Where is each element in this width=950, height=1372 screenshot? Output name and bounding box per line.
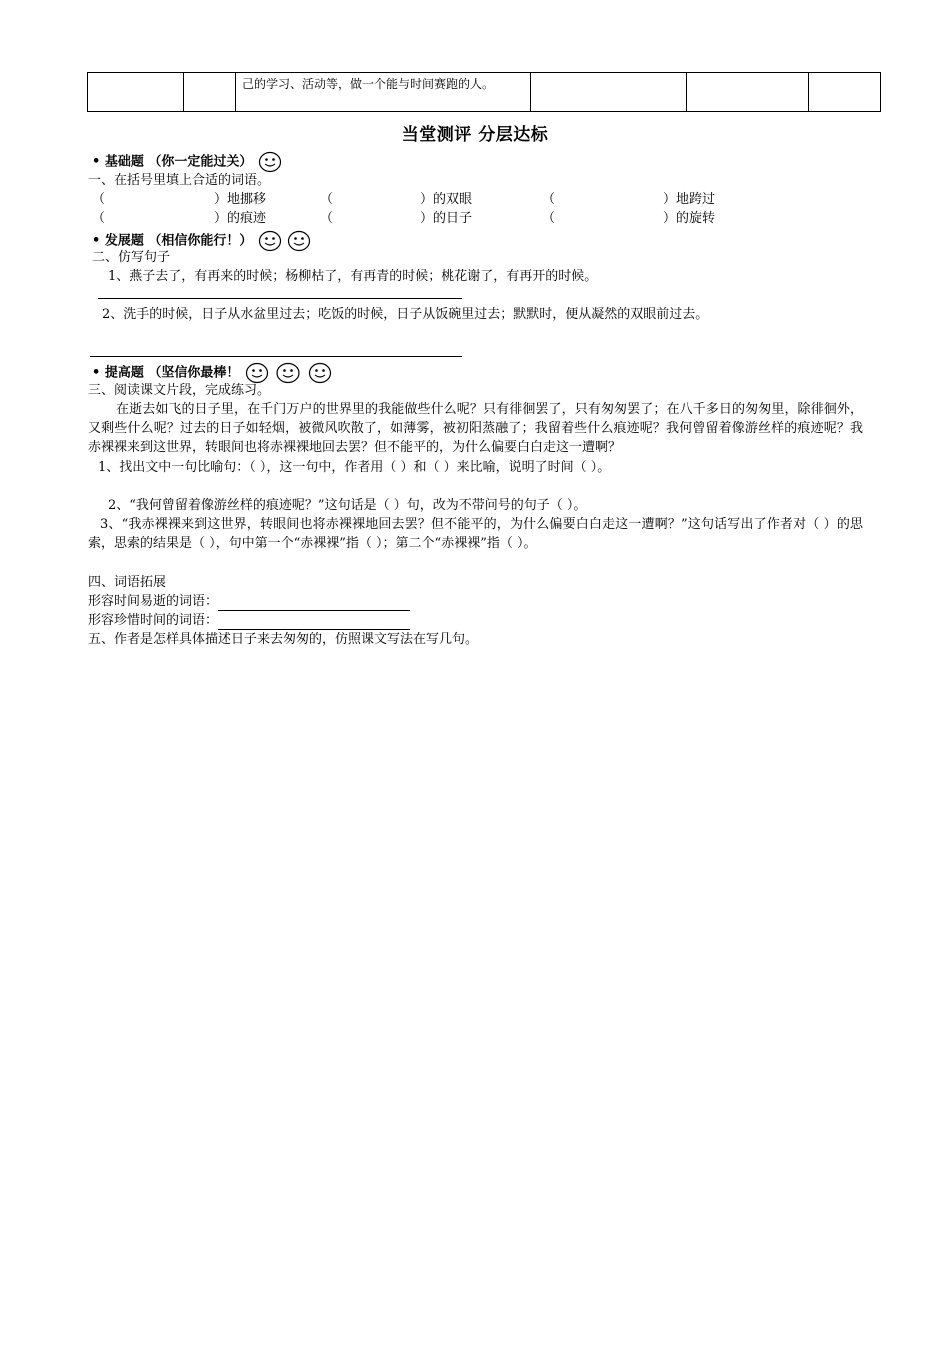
lesson-plan-table bbox=[87, 72, 881, 112]
answer-blank[interactable] bbox=[218, 596, 410, 611]
reading-passage: 在逝去如飞的日子里，在千门万户的世界里的我能做些什么呢？只有徘徊罢了，只有匆匆罢了；在八千多日的匆匆里，除徘徊外，又剩些什么呢？过去的日子如轻烟，被微风吹散了，如薄雾，被初阳蒸融了；我留着些什么痕迹呢？我何曾留着像游丝样的痕迹呢？我赤裸裸来到这世界，转眼间也将赤裸裸地回去罢？但不能平的，为什么偏要白白走这一遭啊？ bbox=[88, 402, 863, 455]
smiley-icon bbox=[287, 230, 311, 252]
blank-open: （ bbox=[542, 192, 556, 207]
table-cell-text: 己的学习、活动等，做一个能与时间赛跑的人。 bbox=[236, 73, 531, 112]
smiley-icon bbox=[307, 362, 333, 384]
answer-line[interactable] bbox=[90, 356, 462, 357]
imitate-sentence-1: 1、燕子去了，有再来的时候；杨柳枯了，有再青的时候；桃花谢了，有再开的时候。 bbox=[108, 269, 598, 284]
smiley-icon bbox=[258, 230, 282, 252]
answer-line[interactable] bbox=[98, 298, 462, 299]
basic-heading: • 基础题 （你一定能过关） bbox=[92, 154, 253, 170]
table-cell bbox=[809, 73, 881, 112]
word-expand-1 bbox=[88, 592, 410, 611]
blank-phrase: ）的日子 bbox=[420, 211, 473, 226]
question-4: 四、词语拓展 bbox=[88, 575, 167, 590]
word-expand-label: 形容时间易逝的词语： bbox=[88, 594, 219, 609]
answer-blank[interactable] bbox=[218, 615, 410, 630]
table-cell bbox=[88, 73, 184, 112]
question-2: 二、仿写句子 bbox=[92, 250, 171, 265]
blank-phrase: ）的双眼 bbox=[420, 192, 473, 207]
blank-open: （ bbox=[92, 192, 106, 207]
page-title: 当堂测评 分层达标 bbox=[401, 125, 549, 145]
blank-open: （ bbox=[542, 211, 556, 226]
develop-heading: • 发展题 （相信你能行！） bbox=[92, 233, 253, 249]
word-expand-2 bbox=[88, 611, 410, 630]
blank-phrase: ）的旋转 bbox=[663, 211, 716, 226]
blank-open: （ bbox=[320, 192, 334, 207]
table-cell bbox=[531, 73, 687, 112]
word-expand-label: 形容珍惜时间的词语： bbox=[88, 613, 219, 628]
blank-phrase: ）地跨过 bbox=[663, 192, 716, 207]
question-5: 五、作者是怎样具体描述日子来去匆匆的，仿照课文写法在写几句。 bbox=[88, 632, 479, 647]
smiley-icon bbox=[258, 151, 282, 173]
exercise-2: 2、“我何曾留着像游丝样的痕迹呢？”这句话是（ ）句，改为不带问号的句子（ ）。 bbox=[108, 498, 587, 513]
blank-open: （ bbox=[320, 211, 334, 226]
blank-phrase: ）的痕迹 bbox=[214, 211, 267, 226]
blank-phrase: ）地挪移 bbox=[214, 192, 267, 207]
imitate-sentence-2: 2、洗手的时候，日子从水盆里过去；吃饭的时候，日子从饭碗里过去；默默时，便从凝然的双眼前过去。 bbox=[102, 307, 709, 322]
blank-open: （ bbox=[92, 211, 106, 226]
question-3: 三、阅读课文片段，完成练习。 bbox=[88, 383, 271, 398]
exercise-3: 3、“我赤裸裸来到这世界，转眼间也将赤裸裸地回去罢？但不能平的，为什么偏要白白走这一遭啊？”这句话写出了作者对（ ）的思索，思索的结果是（ ），句中第一个“赤裸裸”指（ ）；第二个“赤裸裸”指（ ）。 bbox=[88, 517, 863, 551]
advanced-heading: • 提高题 （坚信你最棒！ bbox=[92, 365, 240, 381]
table-cell bbox=[184, 73, 236, 112]
basic-heading-row bbox=[92, 151, 282, 173]
smiley-icon bbox=[274, 362, 302, 384]
question-1: 一、在括号里填上合适的词语。 bbox=[88, 173, 271, 188]
exercise-1: 1、找出文中一句比喻句：（ ），这一句中，作者用（ ）和（ ）来比喻，说明了时间（ ）。 bbox=[98, 460, 611, 475]
table-cell bbox=[687, 73, 809, 112]
